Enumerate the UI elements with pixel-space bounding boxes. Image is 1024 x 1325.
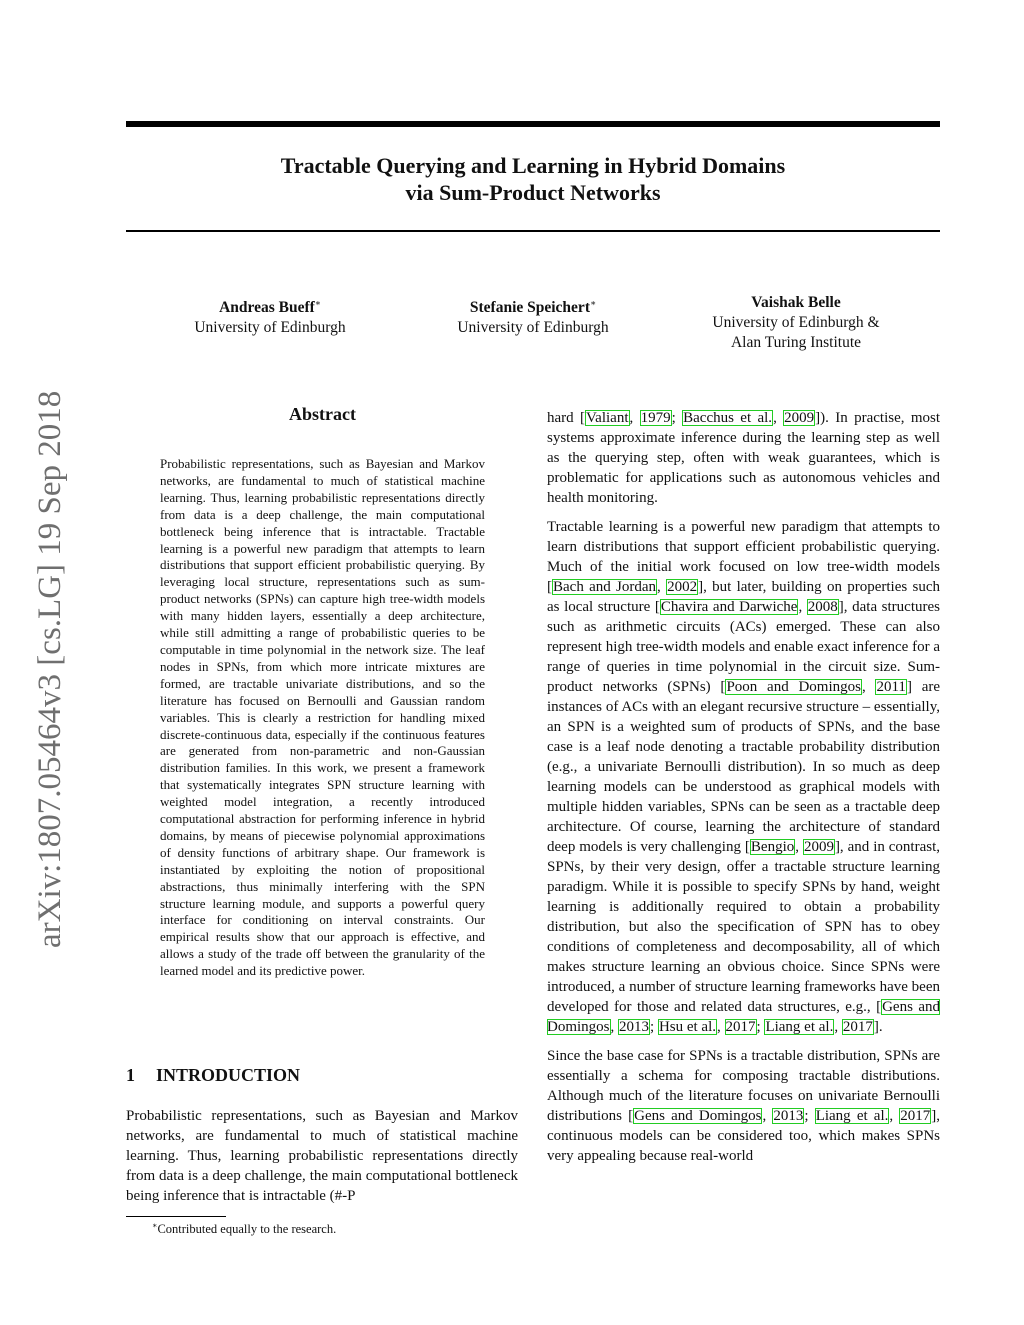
paper-title	[126, 152, 940, 206]
text-run: ,	[795, 839, 803, 855]
text-run: ;	[804, 1108, 815, 1124]
citation-link[interactable]: Liang et al.	[765, 1019, 834, 1035]
citation-link[interactable]: 2017	[842, 1019, 873, 1035]
text-run: ], but later, building on properties such as local structure [	[547, 579, 941, 615]
text-run: ,	[861, 679, 876, 695]
citation-link[interactable]: 2002	[667, 579, 698, 595]
citation-link[interactable]: 2013	[773, 1108, 804, 1124]
citation-link[interactable]: 2008	[807, 599, 838, 615]
text-run: ], and in contrast, SPNs, by their very design, offer a tractable structure learning paradigm. While it is possible to specify SPNs by hand, weight learning is additionally required to obtain a probability distribution, but also the specification of SPN has to obey conditions of completeness and decomposability, all of which makes structure learning an obvious choice. Since SPNs were introduced, a number of structure learning frameworks have been developed for those and related data structures, e.g., [	[547, 839, 941, 1015]
section-title: INTRODUCTION	[156, 1065, 301, 1085]
text-run: ,	[629, 410, 640, 426]
citation-link[interactable]: Bacchus et al.	[683, 410, 773, 426]
author-affiliation-line-2: Alan Turing Institute	[730, 334, 862, 351]
text-run: ], continuous models can be considered too, which makes SPNs very appealing because real-world	[547, 1108, 941, 1164]
author-name: Vaishak Belle	[751, 294, 841, 311]
arxiv-identifier: arXiv:1807.05464v3 [cs.LG] 19 Sep 2018	[32, 390, 68, 948]
intro-paragraph-1	[547, 408, 940, 508]
title-bottom-rule	[126, 230, 940, 232]
citation-link[interactable]: 1979	[640, 410, 671, 426]
citation-link[interactable]: 2009	[784, 410, 815, 426]
intro-paragraph-2	[547, 517, 940, 1037]
citation-link[interactable]: Valiant	[586, 410, 629, 426]
citation-link[interactable]: Gens and Domingos	[634, 1108, 762, 1124]
author-block-1	[150, 293, 390, 338]
footnote-mark: ∗	[152, 1221, 158, 1230]
text-run: ,	[834, 1019, 842, 1035]
intro-paragraph-3	[547, 1046, 940, 1166]
text-run: ,	[717, 1019, 725, 1035]
author-affiliation: University of Edinburgh	[457, 319, 609, 336]
author-block-2	[413, 293, 653, 338]
section-number: 1	[126, 1065, 135, 1085]
title-top-rule	[126, 121, 940, 127]
text-run: ] are instances of ACs with an elegant recursive structure – essentially, an SPN is a weighted sum of products of SPNs, and the base case is a leaf node denoting a tractable probability distribution (e.g., a univariate Bernoulli distribution). In so much as deep learning models can be understood as graphical models with multiple hidden variables, SPNs can be seen as a tractable deep architecture. Of course, learning the architecture of standard deep models is very challenging [	[547, 679, 941, 855]
text-run: Since the base case for SPNs is a tractable distribution, SPNs are essentially a schema for composing tractable distributions. Although much of the literature focuses on univariate Bernoulli distributions [	[547, 1048, 940, 1124]
citation-link[interactable]: Gens and Domingos	[547, 999, 940, 1035]
title-line-1: Tractable Querying and Learning in Hybrid Domains	[280, 153, 786, 178]
citation-link[interactable]: 2017	[725, 1019, 756, 1035]
citation-link[interactable]: Hsu et al.	[658, 1019, 717, 1035]
author-mark: ∗	[314, 298, 321, 308]
citation-link[interactable]: 2017	[900, 1108, 931, 1124]
text-run: ,	[889, 1108, 900, 1124]
author-name: Andreas Bueff	[219, 299, 315, 316]
author-affiliation: University of Edinburgh	[194, 319, 346, 336]
author-affiliation: University of Edinburgh &	[712, 314, 880, 331]
author-mark: ∗	[589, 298, 597, 308]
footnote-text: Contributed equally to the research.	[157, 1222, 337, 1236]
text-run: ,	[657, 579, 667, 595]
citation-link[interactable]: 2009	[803, 839, 834, 855]
text-run: ,	[798, 599, 807, 615]
citation-link[interactable]: Bengio	[750, 839, 795, 855]
text-run: ]). In practise, most systems approximate inference during the learning step as well as the querying step, often with weak guarantees, which is problematic for applications such as autonomous vehicles and health monitoring.	[547, 410, 941, 506]
citation-link[interactable]: 2011	[876, 679, 906, 695]
abstract-heading: Abstract	[289, 404, 356, 424]
author-name: Stefanie Speichert	[469, 299, 590, 316]
footnote	[152, 1221, 336, 1237]
citation-link[interactable]: Poon and Domingos	[726, 679, 861, 695]
text-run: ;	[650, 1019, 658, 1035]
text-run: ;	[671, 410, 683, 426]
text-run: ].	[873, 1019, 883, 1035]
citation-link[interactable]: Bach and Jordan	[553, 579, 657, 595]
text-run: ,	[610, 1019, 619, 1035]
author-block-3	[676, 293, 916, 353]
title-line-2: via Sum-Product Networks	[405, 180, 661, 205]
text-run: ;	[756, 1019, 765, 1035]
text-run: Tractable learning is a powerful new paradigm that attempts to learn distributions that support efficient probabilistic querying. Much of the initial work focused on low tree-width models [	[547, 519, 940, 595]
text-run: hard [	[547, 410, 585, 426]
right-column	[547, 408, 940, 1175]
text-run: ], data structures such as arithmetic circuits (ACs) emerged. These can also represent high tree-width models and enable exact inference for a range of queries in time polynomial in the circuit size. Sum-product networks (SPNs) [	[547, 599, 940, 695]
text-run: ,	[762, 1108, 773, 1124]
citation-link[interactable]: Liang et al.	[815, 1108, 889, 1124]
citation-link[interactable]: Chavira and Darwiche	[660, 599, 798, 615]
citation-link[interactable]: 2013	[619, 1019, 650, 1035]
intro-paragraph-left: Probabilistic representations, such as Bayesian and Markov networks, are fundamental to much of statistical machine learning. Thus, learning probabilistic representations directly from data is a deep challenge, the main computational bottleneck being inference that is intractable (#-P	[126, 1108, 518, 1204]
footnote-rule	[126, 1216, 226, 1217]
section-heading	[126, 1065, 300, 1086]
text-run: ,	[773, 410, 784, 426]
abstract-text: Probabilistic representations, such as Bayesian and Markov networks, are fundamental to much of statistical machine learning. Thus, learning probabilistic representations directly from data is a deep challenge, the main computational bottleneck being inference that is intractable. Tractable learning is a powerful new paradigm that attempts to learn distributions that support efficient probabilistic querying. By leveraging local structure, representations such as sum-product networks (SPNs) can capture high tree-width models with many hidden layers, essentially a deep architecture, while still admitting a range of probabilistic queries to be computable in time polynomial in the network size. The leaf nodes in SPNs, from which more intricate mixtures are formed, are tractable univariate distributions, and so the literature has focused on Bernoulli and Gaussian random variables. This is clearly a restriction for handling mixed discrete-continuous data, especially if the continuous features are generated from non-parametric and non-Gaussian distribution families. In this work, we present a framework that systematically integrates SPN structure learning with weighted model integration, a recently introduced computational abstraction for performing inference in hybrid domains, by means of piecewise polynomial approximations of density functions of arbitrary shape. Our framework is instantiated by exploiting the notion of propositional abstractions, thus minimally interfering with the SPN structure learning module, and supports a powerful query interface for conditioning on interval constraints. Our empirical results show that our approach is effective, and allows a study of the trade off between the granularity of the learned model and its predictive power.	[160, 456, 485, 979]
